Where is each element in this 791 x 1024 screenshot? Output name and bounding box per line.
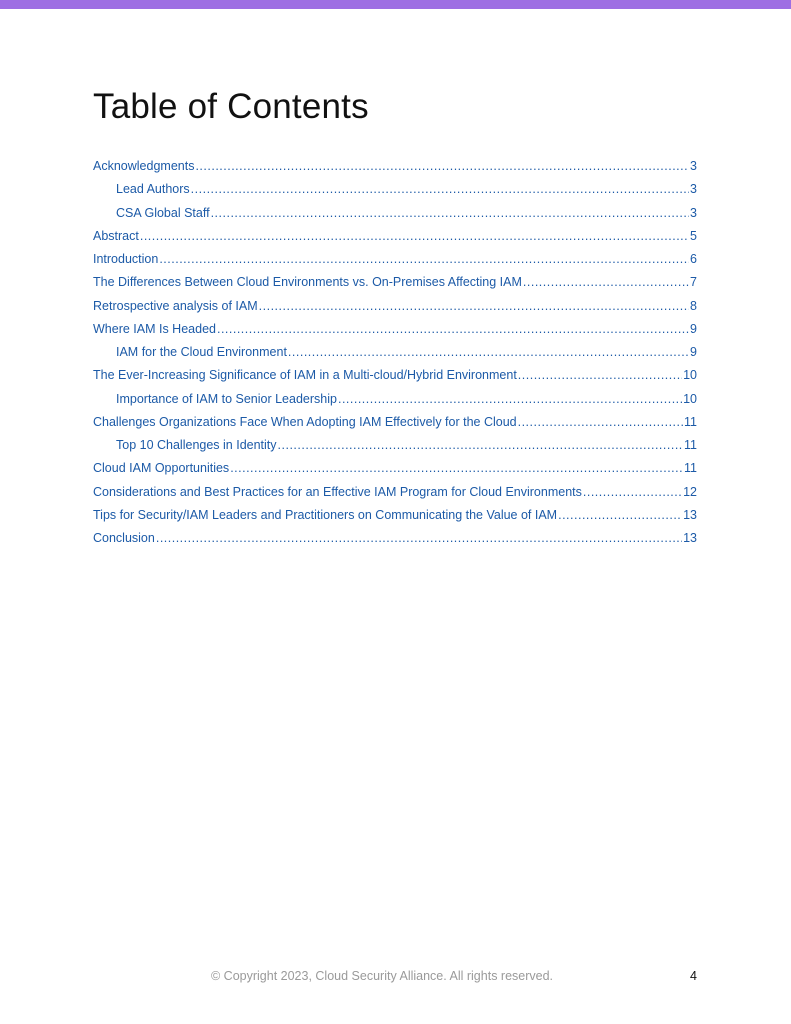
toc-entry-lead-authors[interactable]	[93, 180, 697, 203]
toc-page-number: 12	[683, 484, 697, 499]
toc-dot-leader	[191, 180, 689, 198]
toc-entry-title: Top 10 Challenges in Identity	[116, 438, 277, 452]
toc-dot-leader	[518, 413, 683, 431]
toc-dot-leader	[583, 483, 682, 501]
toc-entry-title: The Differences Between Cloud Environments vs. On-Premises Affecting IAM	[93, 275, 522, 290]
toc-page-number: 10	[683, 391, 697, 406]
toc-page-number: 9	[690, 321, 697, 336]
toc-page-number: 11	[684, 414, 697, 429]
toc-entry-title: Acknowledgments	[93, 159, 195, 173]
toc-entry-senior-leadership[interactable]	[93, 390, 697, 413]
toc-entry-csa-global-staff[interactable]	[93, 204, 697, 227]
toc-dot-leader	[159, 250, 689, 268]
toc-page-number: 8	[690, 298, 697, 313]
toc-entry-iam-cloud-environment[interactable]	[93, 343, 697, 366]
toc-entry-acknowledgments[interactable]	[93, 157, 697, 180]
toc-dot-leader	[259, 297, 689, 315]
toc-dot-leader	[338, 390, 682, 408]
toc-entry-title: Tips for Security/IAM Leaders and Practitioners on Communicating the Value of IAM	[93, 507, 558, 522]
toc-entry-title: IAM for the Cloud Environment	[116, 345, 287, 359]
toc-entry-where-iam-is-headed[interactable]	[93, 320, 697, 343]
footer-copyright: © Copyright 2023, Cloud Security Alliance. All rights reserved.	[211, 969, 554, 983]
toc-entry-best-practices[interactable]	[93, 483, 697, 506]
toc-entry-conclusion[interactable]	[93, 529, 697, 552]
toc-dot-leader	[195, 157, 689, 175]
toc-entry-differences[interactable]	[93, 273, 697, 296]
toc-page-number: 10	[683, 368, 697, 383]
toc-page-number: 7	[690, 275, 697, 290]
toc-page-number: 11	[684, 438, 697, 452]
toc-dot-leader	[523, 273, 689, 291]
toc-entry-title: Conclusion	[93, 531, 155, 545]
toc-entry-tips[interactable]	[93, 506, 697, 529]
toc-entry-title: Considerations and Best Practices for an Effective IAM Program for Cloud Environments	[93, 484, 582, 499]
top-accent-bar	[0, 0, 791, 9]
toc-entry-title: Abstract	[93, 228, 139, 243]
toc-entry-title: The Ever-Increasing Significance of IAM in a Multi-cloud/Hybrid Environment	[93, 368, 517, 383]
toc-entry-challenges[interactable]	[93, 413, 697, 436]
toc-page-number: 3	[690, 182, 697, 197]
toc-dot-leader	[140, 227, 689, 245]
toc-entry-retrospective[interactable]	[93, 297, 697, 320]
toc-entry-abstract[interactable]	[93, 227, 697, 250]
toc-dot-leader	[288, 343, 689, 361]
toc-entry-significance[interactable]	[93, 366, 697, 389]
toc-entry-title: Introduction	[93, 252, 159, 266]
toc-entry-title: CSA Global Staff	[116, 205, 210, 220]
page-title: Table of Contents	[93, 87, 369, 126]
toc-page-number: 13	[683, 507, 697, 522]
toc-dot-leader	[558, 506, 682, 524]
toc-page-number: 11	[684, 461, 697, 476]
toc-dot-leader	[217, 320, 689, 338]
toc-entry-title: Retrospective analysis of IAM	[93, 298, 258, 313]
toc-dot-leader	[278, 436, 683, 454]
toc-dot-leader	[230, 459, 683, 477]
footer-page-number: 4	[690, 969, 697, 983]
toc-entry-opportunities[interactable]	[93, 459, 697, 482]
toc-entry-title: Importance of IAM to Senior Leadership	[116, 391, 337, 406]
toc-entry-introduction[interactable]	[93, 250, 697, 273]
toc-page-number: 3	[690, 159, 697, 173]
toc-dot-leader	[156, 529, 682, 547]
toc-entry-title: Where IAM Is Headed	[93, 321, 216, 336]
toc-dot-leader	[211, 204, 689, 222]
toc-entry-title: Challenges Organizations Face When Adopting IAM Effectively for the Cloud	[93, 414, 517, 429]
toc-dot-leader	[518, 366, 682, 384]
toc-page-number: 13	[683, 531, 697, 545]
toc-entry-top-10-challenges[interactable]	[93, 436, 697, 459]
toc-entry-title: Lead Authors	[116, 182, 190, 197]
table-of-contents	[93, 157, 697, 552]
toc-page-number: 3	[690, 205, 697, 220]
toc-page-number: 5	[690, 228, 697, 243]
toc-page-number: 9	[690, 345, 697, 359]
toc-entry-title: Cloud IAM Opportunities	[93, 461, 230, 476]
toc-page-number: 6	[690, 252, 697, 266]
